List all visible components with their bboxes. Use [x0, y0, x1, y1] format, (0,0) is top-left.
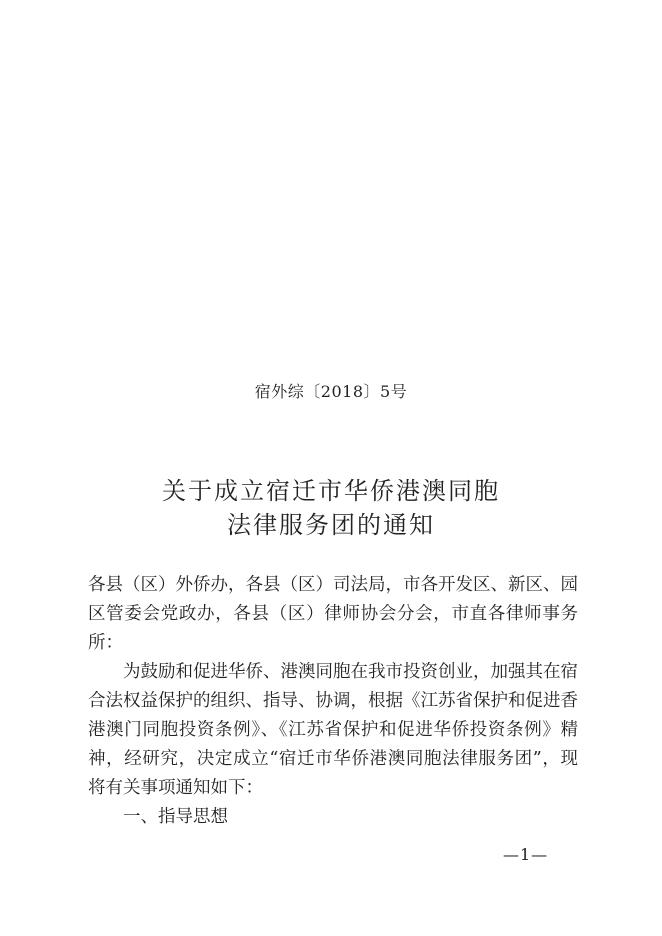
document-body	[88, 571, 578, 832]
intro-paragraph: 为鼓励和促进华侨、港澳同胞在我市投资创业，加强其在宿合法权益保护的组织、指导、协调，根据《江苏省保护和促进香港澳门同胞投资条例》、《江苏省保护和促进华侨投资条例》精神，经研究，决定成立“宿迁市华侨港澳同胞法律服务团”，现将有关事项通知如下：	[88, 662, 578, 798]
document-number: 宿外综〔2018〕5号	[254, 382, 408, 401]
section-heading: 一、指导思想	[123, 807, 228, 827]
addressee-paragraph: 各县（区）外侨办，各县（区）司法局，市各开发区、新区、园区管委会党政办，各县（区）律师协会分会，市直各律师事务所：	[88, 575, 578, 653]
page-number: —1—	[503, 845, 549, 864]
title-line-1: 关于成立宿迁市华侨港澳同胞	[162, 477, 500, 505]
document-title	[0, 474, 662, 542]
title-line-2: 法律服务团的通知	[227, 511, 435, 539]
